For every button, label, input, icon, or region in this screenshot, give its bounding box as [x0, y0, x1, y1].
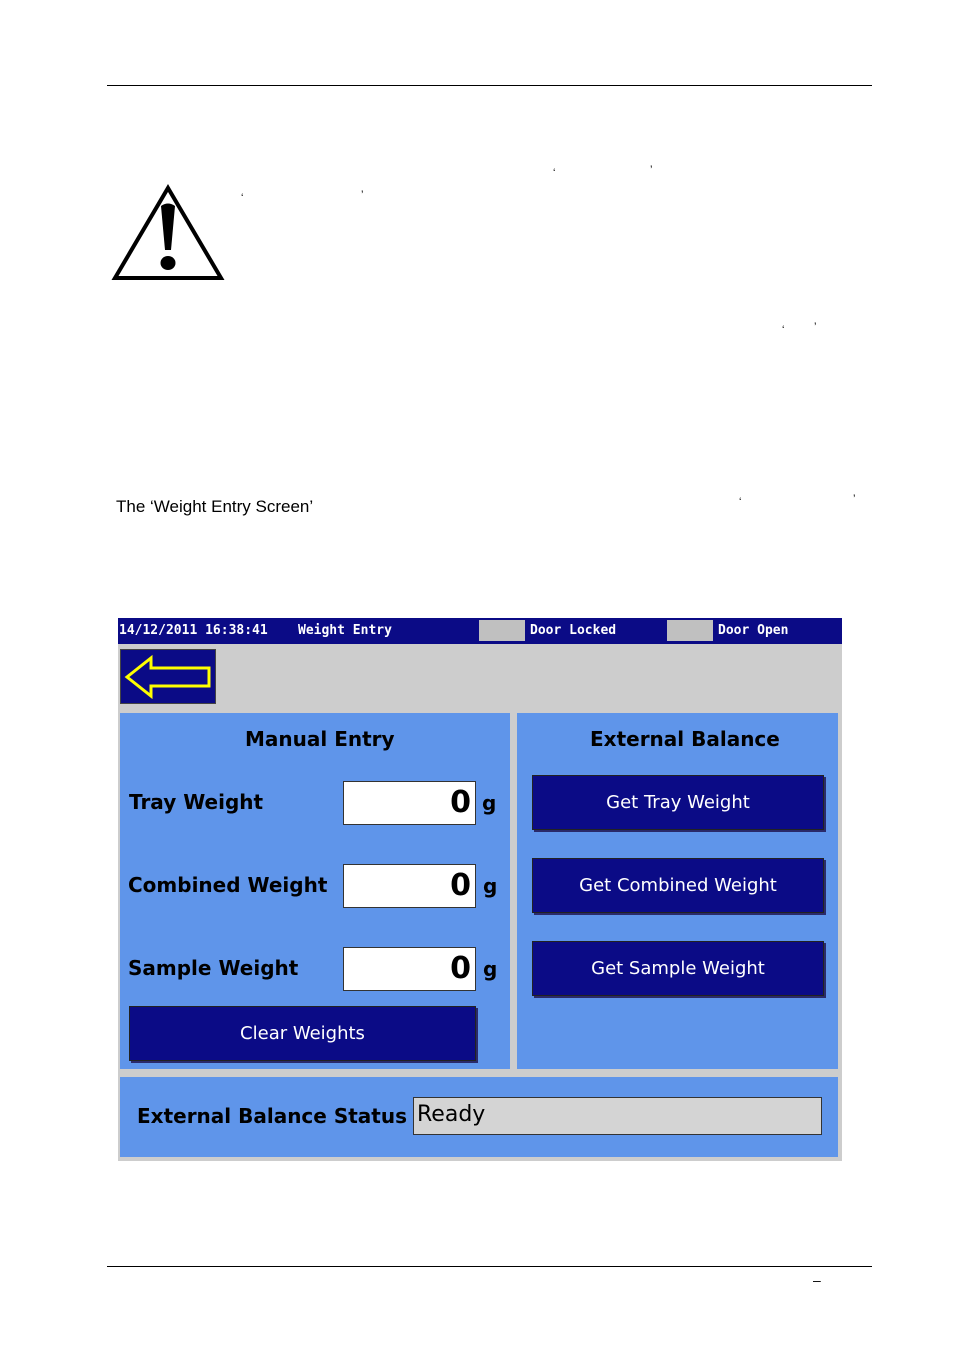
clear-weights-button[interactable]: Clear Weights: [129, 1006, 476, 1061]
figure-caption: The ‘Weight Entry Screen’: [116, 497, 314, 516]
tray-weight-label: Tray Weight: [129, 790, 264, 814]
external-balance-title: External Balance: [590, 727, 780, 751]
arrow-left-icon: [121, 650, 215, 703]
quote-mark: ‘: [739, 496, 742, 508]
manual-entry-panel: [120, 713, 510, 1069]
sample-weight-label: Sample Weight: [128, 956, 299, 980]
status-value: Ready: [413, 1097, 822, 1135]
tray-weight-field[interactable]: 0: [343, 781, 476, 825]
combined-weight-label: Combined Weight: [128, 873, 328, 897]
door-open-indicator: [667, 620, 713, 641]
sample-weight-field[interactable]: 0: [343, 947, 476, 991]
door-locked-indicator: [479, 620, 525, 641]
quote-mark: ’: [853, 493, 856, 505]
sample-weight-unit: g: [483, 957, 498, 981]
quote-mark: ‘: [241, 192, 244, 204]
quote-mark: ’: [814, 321, 817, 333]
quote-mark: ‘: [553, 167, 556, 179]
get-sample-weight-button[interactable]: Get Sample Weight: [532, 941, 824, 996]
combined-weight-unit: g: [483, 874, 498, 898]
header-rule: [107, 85, 872, 86]
quote-mark: ’: [361, 189, 364, 201]
datetime: 14/12/2011 16:38:41: [119, 623, 268, 638]
quote-mark: ‘: [782, 324, 785, 336]
footer-dash: –: [813, 1272, 821, 1288]
status-label: External Balance Status: [137, 1104, 407, 1128]
footer-rule: [107, 1266, 872, 1267]
screen-title: Weight Entry: [298, 623, 392, 638]
manual-entry-title: Manual Entry: [245, 727, 395, 751]
title-bar: [118, 618, 842, 644]
weight-entry-screen: [118, 618, 842, 1161]
door-locked-label: Door Locked: [530, 623, 617, 638]
quote-mark: ’: [650, 164, 653, 176]
get-tray-weight-button[interactable]: Get Tray Weight: [532, 775, 824, 830]
back-button[interactable]: [120, 649, 216, 704]
warning-triangle-icon: [111, 184, 225, 282]
get-combined-weight-button[interactable]: Get Combined Weight: [532, 858, 824, 913]
combined-weight-field[interactable]: 0: [343, 864, 476, 908]
tray-weight-unit: g: [482, 791, 497, 815]
external-balance-panel: [517, 713, 838, 1069]
door-open-label: Door Open: [718, 623, 789, 638]
